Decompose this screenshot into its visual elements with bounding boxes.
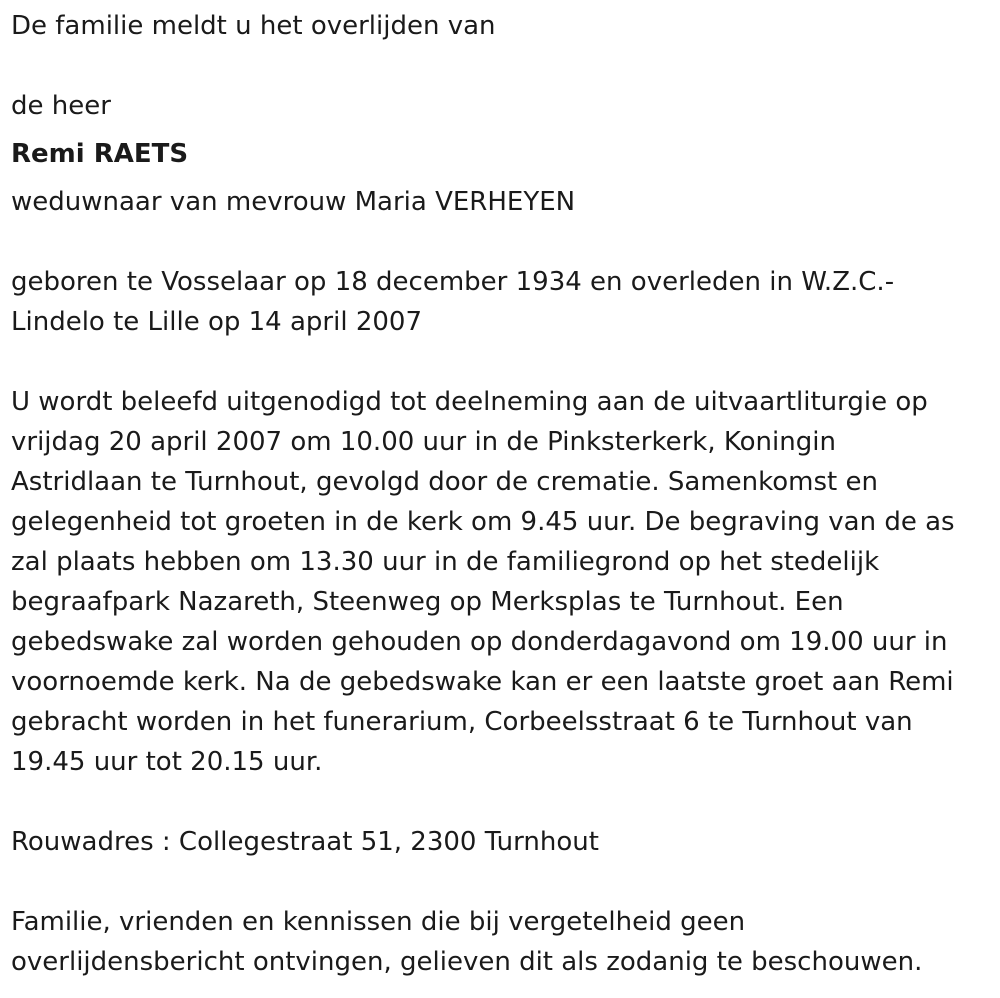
ceremony-line: voornoemde kerk. Na de gebedswake kan er een laatste groet aan Remi	[11, 667, 954, 697]
mourning-address: Rouwadres : Collegestraat 51, 2300 Turnhout	[11, 827, 599, 857]
closing-paragraph	[11, 902, 986, 982]
salutation-text: de heer	[11, 91, 111, 121]
spacer	[11, 222, 986, 262]
closing-line: overlijdensbericht ontvingen, gelieven dit als zodanig te beschouwen.	[11, 947, 923, 977]
ceremony-line: 19.45 uur tot 20.15 uur.	[11, 747, 323, 777]
relation-text: weduwnaar van mevrouw Maria VERHEYEN	[11, 187, 576, 217]
birth-death-paragraph	[11, 262, 986, 342]
ceremony-line: gebedswake zal worden gehouden op donderdagavond om 19.00 uur in	[11, 627, 948, 657]
spacer	[11, 862, 986, 902]
spacer	[11, 174, 986, 182]
birth-death-line: Lindelo te Lille op 14 april 2007	[11, 307, 422, 337]
ceremony-line: zal plaats hebben om 13.30 uur in de familiegrond op het stedelijk	[11, 547, 880, 577]
ceremony-line: begraafpark Nazareth, Steenweg op Merksplas te Turnhout. Een	[11, 587, 844, 617]
intro-text: De familie meldt u het overlijden van	[11, 11, 496, 41]
ceremony-line: gebracht worden in het funerarium, Corbeelsstraat 6 te Turnhout van	[11, 707, 913, 737]
ceremony-line: gelegenheid tot groeten in de kerk om 9.45 uur. De begraving van de as	[11, 507, 955, 537]
ceremony-line: U wordt beleefd uitgenodigd tot deelneming aan de uitvaartliturgie op	[11, 387, 928, 417]
ceremony-line: vrijdag 20 april 2007 om 10.00 uur in de Pinksterkerk, Koningin	[11, 427, 836, 457]
deceased-name: Remi RAETS	[11, 139, 189, 169]
ceremony-line: Astridlaan te Turnhout, gevolgd door de crematie. Samenkomst en	[11, 467, 878, 497]
spacer	[11, 782, 986, 822]
birth-death-line: geboren te Vosselaar op 18 december 1934 en overleden in W.Z.C.-	[11, 267, 895, 297]
spacer	[11, 46, 986, 86]
spacer	[11, 342, 986, 382]
closing-line: Familie, vrienden en kennissen die bij vergetelheid geen	[11, 907, 746, 937]
ceremony-paragraph	[11, 382, 986, 782]
obituary-notice	[11, 6, 986, 982]
spacer	[11, 126, 986, 134]
